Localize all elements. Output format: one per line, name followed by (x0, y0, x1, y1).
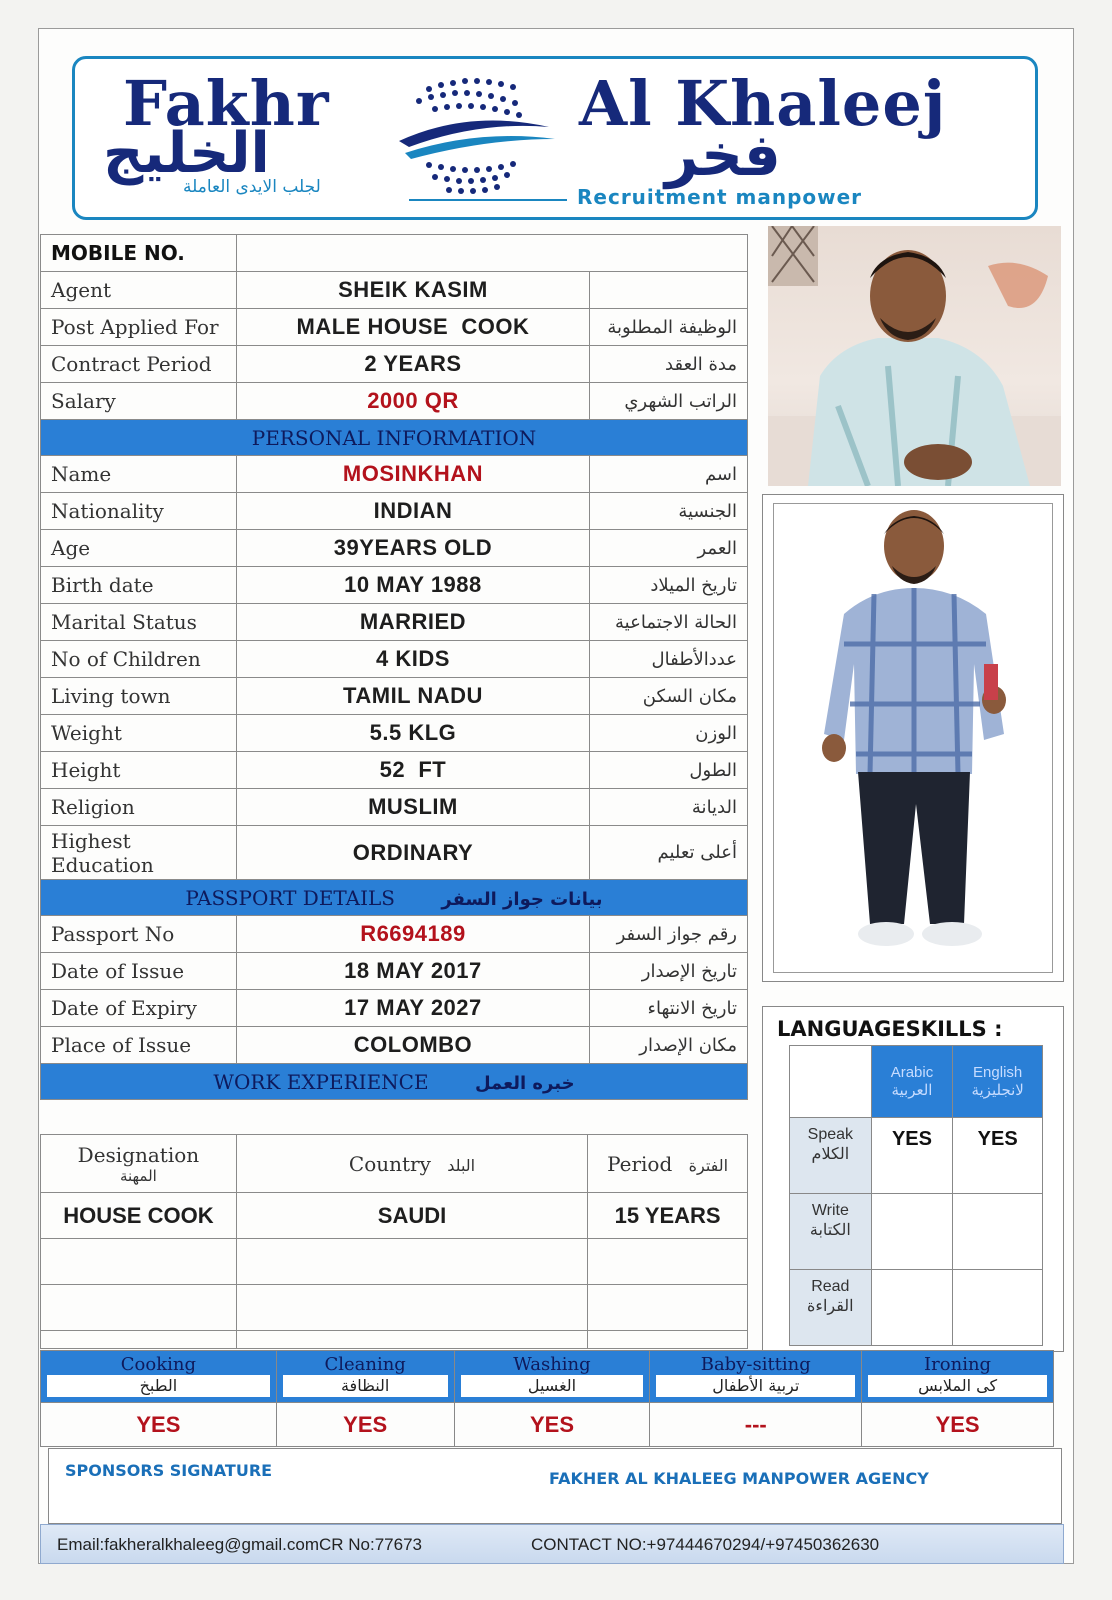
duty-label-ar: كى الملابس (868, 1375, 1047, 1397)
duty-value: YES (41, 1403, 277, 1447)
personal-value: MUSLIM (236, 789, 590, 826)
country-label-ar: البلد (447, 1155, 476, 1175)
passport-row (41, 990, 748, 1027)
duty-label: Washing (513, 1354, 591, 1375)
duty-label-ar: النظافة (283, 1375, 448, 1397)
brand-left: Fakhr (123, 67, 330, 140)
passport-row (41, 953, 748, 990)
footer-contact: CONTACT NO:+97444670294/+97450362630 (531, 1535, 880, 1554)
personal-ar: الحالة الاجتماعية (590, 604, 748, 641)
mobile-row (41, 235, 748, 272)
personal-value: 39YEARS OLD (236, 530, 590, 567)
work-empty-row (41, 1239, 748, 1285)
work-section-title: WORK EXPERIENCE (213, 1069, 429, 1094)
personal-label: Living town (41, 678, 237, 715)
personal-ar: العمر (590, 530, 748, 567)
work-country: SAUDI (236, 1193, 587, 1239)
personal-label: Age (41, 530, 237, 567)
duty-label: Cleaning (324, 1354, 406, 1375)
personal-row (41, 641, 748, 678)
work-row (41, 1193, 748, 1239)
salary-label: Salary (41, 383, 237, 420)
logo-dots-icon (389, 69, 559, 199)
duty-value: --- (650, 1403, 862, 1447)
speak-label-ar: الكلام (811, 1146, 850, 1163)
duties-value-row (41, 1403, 1054, 1447)
speak-label: Speak (807, 1126, 854, 1143)
passport-section-header (41, 880, 748, 916)
post-value: MALE HOUSE COOK (236, 309, 590, 346)
duty-header (41, 1351, 277, 1403)
speak-arabic-value: YES (871, 1118, 953, 1194)
write-label-ar: الكتابة (809, 1222, 851, 1239)
country-label: Country (348, 1151, 431, 1176)
personal-ar: الديانة (590, 789, 748, 826)
personal-section-title: PERSONAL INFORMATION (41, 420, 748, 456)
work-designation: HOUSE COOK (41, 1193, 237, 1239)
language-skills-box (762, 1006, 1064, 1352)
tagline-ar: لجلب الايدى العاملة (183, 177, 321, 197)
brand-right: Al Khaleej (579, 67, 947, 140)
english-column-header (953, 1046, 1043, 1118)
work-table (40, 1134, 748, 1349)
write-label-cell (790, 1194, 872, 1270)
arabic-column-header (871, 1046, 953, 1118)
work-section-header (41, 1064, 748, 1100)
personal-value: INDIAN (236, 493, 590, 530)
personal-row (41, 530, 748, 567)
header-banner (72, 56, 1038, 220)
duties-header-row (41, 1351, 1054, 1403)
passport-value: 17 MAY 2027 (236, 990, 590, 1027)
work-empty-row (41, 1331, 748, 1349)
agency-signature-label: FAKHER AL KHALEEG MANPOWER AGENCY (549, 1469, 929, 1488)
read-label-ar: القراءة (807, 1298, 854, 1315)
read-label-cell (790, 1270, 872, 1346)
personal-label: Nationality (41, 493, 237, 530)
passport-label: Date of Expiry (41, 990, 237, 1027)
personal-value: TAMIL NADU (236, 678, 590, 715)
personal-ar: عددالأطفال (590, 641, 748, 678)
salary-ar: الراتب الشهري (590, 383, 748, 420)
portrait-image-icon (768, 226, 1061, 486)
mobile-value (236, 235, 747, 272)
signature-box (48, 1448, 1062, 1524)
personal-section-header (41, 420, 748, 456)
duty-value: YES (862, 1403, 1054, 1447)
sponsor-signature-label: SPONSORS SIGNATURE (65, 1461, 273, 1480)
duty-label: Baby-sitting (700, 1354, 811, 1375)
duty-label-ar: الطبخ (47, 1375, 270, 1397)
contract-value: 2 YEARS (236, 346, 590, 383)
speak-english-value: YES (953, 1118, 1043, 1194)
passport-value: 18 MAY 2017 (236, 953, 590, 990)
passport-row (41, 916, 748, 953)
passport-section-ar: بيانات جواز السفر (441, 888, 603, 910)
speak-row (790, 1118, 1043, 1194)
duty-value: YES (454, 1403, 650, 1447)
passport-ar: تاريخ الإصدار (590, 953, 748, 990)
passport-label: Date of Issue (41, 953, 237, 990)
footer-bar (40, 1524, 1064, 1564)
personal-label: No of Children (41, 641, 237, 678)
designation-label-ar: المهنة (119, 1166, 157, 1185)
personal-label: Highest Education (41, 826, 237, 880)
applicant-portrait-photo (768, 226, 1061, 486)
arabic-label-ar: العربية (891, 1082, 933, 1099)
personal-row (41, 678, 748, 715)
duty-header (276, 1351, 454, 1403)
contract-ar: مدة العقد (590, 346, 748, 383)
passport-section-title: PASSPORT DETAILS (185, 885, 396, 910)
post-row (41, 309, 748, 346)
applicant-full-body-photo (773, 503, 1053, 973)
tagline-en: Recruitment manpower (577, 185, 863, 209)
post-label: Post Applied For (41, 309, 237, 346)
personal-label: Name (41, 456, 237, 493)
personal-ar: الطول (590, 752, 748, 789)
personal-label: Birth date (41, 567, 237, 604)
passport-value: R6694189 (236, 916, 590, 953)
personal-value: MOSINKHAN (236, 456, 590, 493)
salary-row (41, 383, 748, 420)
duty-label-ar: تربية الأطفال (656, 1375, 855, 1397)
personal-value: 10 MAY 1988 (236, 567, 590, 604)
duty-label-ar: الغسيل (461, 1375, 644, 1397)
personal-row (41, 715, 748, 752)
personal-value: 4 KIDS (236, 641, 590, 678)
personal-label: Height (41, 752, 237, 789)
agent-row (41, 272, 748, 309)
personal-row (41, 493, 748, 530)
post-ar: الوظيفة المطلوبة (590, 309, 748, 346)
agent-value: SHEIK KASIM (236, 272, 590, 309)
info-table (40, 234, 748, 1100)
personal-label: Religion (41, 789, 237, 826)
personal-value: MARRIED (236, 604, 590, 641)
passport-ar: رقم جواز السفر (590, 916, 748, 953)
full-body-photo-frame (762, 494, 1064, 982)
personal-value: 52 FT (236, 752, 590, 789)
contract-label: Contract Period (41, 346, 237, 383)
country-header (236, 1135, 587, 1193)
full-body-image-icon (774, 504, 1053, 973)
personal-label: Marital Status (41, 604, 237, 641)
personal-label: Weight (41, 715, 237, 752)
agent-label: Agent (41, 272, 237, 309)
period-label-ar: الفترة (688, 1155, 729, 1175)
brand-ar-left: الخليج (103, 121, 270, 186)
passport-ar: مكان الإصدار (590, 1027, 748, 1064)
work-section-ar: خبره العمل (474, 1072, 575, 1094)
passport-label: Passport No (41, 916, 237, 953)
logo-divider (409, 199, 567, 201)
duty-header (862, 1351, 1054, 1403)
work-header-row (41, 1135, 748, 1193)
personal-row (41, 604, 748, 641)
personal-ar: اسم (590, 456, 748, 493)
contract-row (41, 346, 748, 383)
work-period: 15 YEARS (588, 1193, 748, 1239)
duty-label: Cooking (120, 1354, 196, 1375)
designation-label: Designation (77, 1142, 200, 1167)
language-skills-table (789, 1045, 1043, 1346)
language-skills-title: LANGUAGESKILLS : (777, 1017, 1003, 1041)
salary-value: 2000 QR (236, 383, 590, 420)
personal-row (41, 456, 748, 493)
personal-value: ORDINARY (236, 826, 590, 880)
read-row (790, 1270, 1043, 1346)
personal-ar: الجنسية (590, 493, 748, 530)
duty-value: YES (276, 1403, 454, 1447)
language-header-row (790, 1046, 1043, 1118)
brand-ar-right: فخر (665, 121, 781, 189)
designation-header (41, 1135, 237, 1193)
personal-ar: أعلى تعليم (590, 826, 748, 880)
write-row (790, 1194, 1043, 1270)
passport-label: Place of Issue (41, 1027, 237, 1064)
passport-row (41, 1027, 748, 1064)
personal-ar: تاريخ الميلاد (590, 567, 748, 604)
personal-row (41, 789, 748, 826)
speak-label-cell (790, 1118, 872, 1194)
read-label: Read (811, 1278, 850, 1295)
duty-header (650, 1351, 862, 1403)
write-label: Write (811, 1202, 849, 1219)
period-label: Period (607, 1151, 673, 1176)
footer-email-cr: Email:fakheralkhaleeg@gmail.comCR No:77673 (57, 1535, 422, 1554)
duties-table (40, 1350, 1054, 1447)
arabic-label: Arabic (890, 1064, 934, 1081)
personal-row (41, 567, 748, 604)
passport-value: COLOMBO (236, 1027, 590, 1064)
personal-row (41, 826, 748, 880)
duty-label: Ironing (924, 1354, 992, 1375)
english-label: English (973, 1064, 1023, 1081)
personal-ar: الوزن (590, 715, 748, 752)
personal-ar: مكان السكن (590, 678, 748, 715)
personal-value: 5.5 KLG (236, 715, 590, 752)
agent-ar (590, 272, 748, 309)
passport-ar: تاريخ الانتهاء (590, 990, 748, 1027)
english-label-ar: لانجليزية (971, 1082, 1024, 1099)
work-empty-row (41, 1285, 748, 1331)
period-header (588, 1135, 748, 1193)
mobile-label: MOBILE NO. (41, 235, 237, 272)
duty-header (454, 1351, 650, 1403)
personal-row (41, 752, 748, 789)
